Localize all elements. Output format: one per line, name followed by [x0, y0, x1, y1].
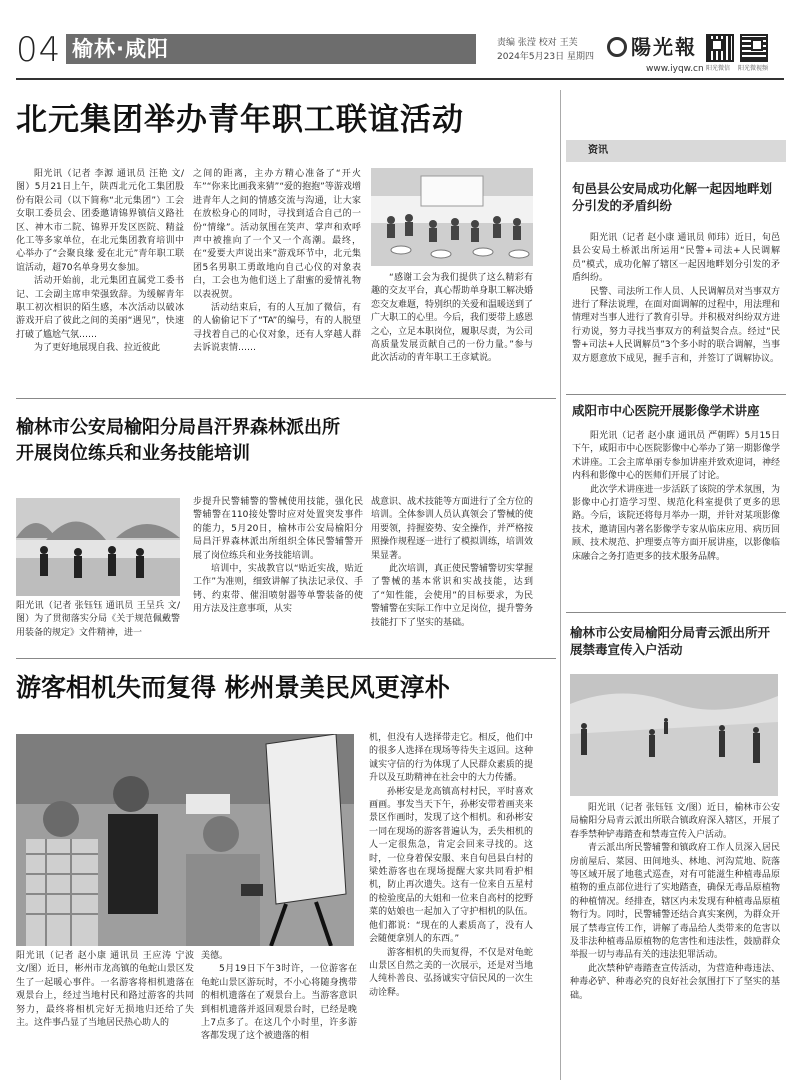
paragraph: 游客相机的失而复得，不仅是对龟蛇山景区自然之美的一次展示，还是对当地人纯朴善良、弘扬诚实守信民风的一次生动诠释。	[369, 947, 533, 998]
article-1-col-3	[371, 272, 533, 382]
paragraph: 此次培训，真正使民警辅警切实掌握了警械的基本常识和实战技能，达到了“知性能，会使用”的目标要求，为民警辅警在实际工作中立足岗位，提升警务技能打下了坚实的基础。	[371, 564, 533, 628]
sidebar-story-2-title: 咸阳市中心医院开展影像学术讲座	[572, 403, 760, 418]
article-2-caption: 阳光讯（记者 张钰钰 通讯员 王呈兵 文/图）为了贯彻落实分局《关于规范佩戴警用装备的规定》文件精神，进一	[16, 601, 180, 638]
article-1	[0, 90, 560, 390]
paragraph: 美德。	[201, 951, 229, 961]
sidebar-story-2-body	[572, 430, 780, 620]
sidebar-tag-bar	[566, 140, 786, 162]
paragraph: 之间的距离，主办方精心准备了“开火车”“你来比画我来猜”“爱的抱抱”等游戏增进青年人之间的情感交流与沟通，让大家在放松身心的同时，寻找到适合自己的一份“情缘”。活动氛围在笑声、掌声和欢呼声中被推向了一个又一个高潮。最终，在“爱要大声说出来”游戏环节中，北元集团5名男职工勇敢地向自己心仪的对象表白，工会也为他们送上了甜蜜的爱情礼物以表祝贺。	[193, 169, 361, 300]
section-divider	[16, 398, 556, 399]
article-2-headline-line-2: 开展岗位练兵和业务技能培训	[16, 443, 250, 464]
field-patrol-image	[570, 674, 778, 796]
website[interactable]: www.iyqw.cn	[646, 64, 704, 74]
article-3-caption: 阳光讯（记者 赵小康 通讯员 王应涛 宁波 文/图）近日，彬州市龙高镇的龟蛇山景区发生了一起暖心事件。一名游客将相机遗落在观景台上，经过当地村民和路过游客的共同努力，最终将相机完好无损地归还给了失主。这件事凸显了当地居民热心助人的	[16, 951, 194, 1029]
paragraph: 为了更好地展现自我、拉近彼此	[34, 343, 161, 354]
event-hall-image	[371, 168, 533, 266]
section-name: 榆林·咸阳	[72, 37, 169, 61]
paragraph: 5月19日下午3时许，一位游客在龟蛇山景区游玩时，不小心将随身携带的相机遗落在了观景台上。当游客意识到相机遗落并返回观景台时，已经是晚上7点多了。在这几个小时里，许多游客都发现了这个被遗落的相	[201, 964, 357, 1042]
sidebar	[566, 84, 786, 1080]
paragraph: 民警、司法所工作人员、人民调解员对当事双方进行了释法说理，在面对面调解的过程中，用法理和情理对当事人进行了教育引导。并积极对纠纷双方进行劝说，努力寻找当事双方的利益契合点。经过“民警+司法+人民调解员”3个多小时的联合调解，当事双方愿意放下成见，握手言和，并签订了调解协议。	[572, 286, 780, 364]
sidebar-story-1-title: 旬邑县公安局成功化解一起因地畔划分引发的矛盾纠纷	[572, 181, 773, 213]
section-divider	[566, 612, 786, 613]
article-3-headline: 游客相机失而复得 彬州景美民风更淳朴	[16, 673, 450, 702]
article-3	[0, 666, 560, 1086]
tourists-camera-image	[16, 734, 354, 946]
article-2	[0, 410, 560, 650]
paragraph: 活动开始前，北元集团直属党工委书记、工会副主席申荣强致辞。为缓解青年职工初次相识的陌生感，本次活动以破冰游戏开启了彼此之间的美丽“遇见”，快速打破了尴尬气氛……	[16, 276, 184, 340]
paragraph: 此次禁种铲毒踏查宣传活动，为营造种毒违法、种毒必铲、种毒必究的良好社会氛围打下了坚实的基础。	[570, 963, 780, 1001]
qr-code-icon	[740, 34, 768, 62]
training-image	[16, 498, 180, 596]
article-1-photo	[371, 168, 533, 266]
paragraph: 机，但没有人选择带走它。相反，他们中的很多人选择在现场等待失主返回。这种诚实守信的行为体现了人民群众素质的提升以及互助精神在社会中的大力传播。	[369, 733, 533, 784]
article-3-photo	[16, 734, 354, 946]
paragraph: 孙彬安是龙高镇高村村民，平时喜欢画画。事发当天下午，孙彬安带着画夹来景区作画时，发现了这个相机。和孙彬安一同在现场的游客普遍认为，丢失相机的人一定很焦急，肯定会回来寻找的。这时，一位身着保安服、来自旬邑县白村的梁姓游客也在现场提醒大家共同看护相机，防止再次遗失。这有一位来自五星村的检验度品的大姐和一位来自高村的挖野菜的姑娘也一起加入了守护相机的队伍。他们都说：“现在的人素质高了，没有人会随便拿别人的东西。”	[369, 786, 533, 945]
page-header	[0, 0, 800, 80]
paragraph: 培训中，实战教官以“贴近实战，贴近工作”为准则，细致讲解了执法记录仪、手铐、约束带、催泪喷射器等单警装备的使用方法及注意事项，从实	[193, 564, 363, 615]
article-1-col-1	[16, 168, 184, 388]
article-2-photo	[16, 498, 180, 596]
sidebar-tag: 资讯	[588, 145, 608, 156]
article-1-col-2	[193, 168, 361, 388]
sidebar-story-3-title: 榆林市公安局榆阳分局青云派出所开展禁毒宣传入户活动	[570, 625, 771, 657]
article-3-col-3	[369, 732, 533, 1082]
article-2-headline-line-1: 榆林市公安局榆阳分局昌汗界森林派出所	[16, 417, 340, 438]
sidebar-story-1-body	[572, 232, 780, 392]
header-rule	[16, 78, 784, 80]
qr1-caption: 阳光微信	[706, 65, 731, 72]
sidebar-rule	[560, 90, 561, 1080]
paragraph: “感谢工会为我们提供了这么精彩有趣的交友平台，真心帮助单身职工解决婚恋交友难题，特别织的关爱和温暖送到了广大职工的心里。今后，我们要带上感恩之心，立足本职岗位，履职尽责，为公司高质量发展贡献自己的一份力量。”参与此次活动的青年职工王彦斌说。	[371, 273, 533, 364]
qr2-caption: 阳光微视频	[738, 65, 769, 72]
paragraph: 战意识、战术技能等方面进行了全方位的培训。全体参训人员认真领会了警械的使用要领，持握姿势、安全操作，并严格按照操作规程逐一进行了模拟训练，培训效果显著。	[371, 497, 533, 561]
article-1-headline: 北元集团举办青年职工联谊活动	[16, 102, 464, 138]
brand-logo	[607, 34, 699, 62]
paragraph: 阳光讯（记者 赵小康 通讯员 严朝晖）5月15日下午，咸阳市中心医院影像中心举办了第一期影像学术讲座。工会主席单丽专参加讲座并致欢迎词，神经内科和影像中心的医师们开展了讨论。	[572, 431, 780, 482]
credit-line: 责编 张滢 校对 王芙	[497, 38, 578, 48]
paragraph: 步提升民警辅警的警械使用技能，强化民警辅警在110接处警时应对处置突发事件的能力，5月20日，榆林市公安局榆阳分局昌汗界森林派出所组织全体民警辅警开展了岗位练兵和业务技能培训。	[193, 497, 363, 561]
paragraph: 阳光讯（记者 李源 通讯员 汪艳 文/图）5月21日上午，陕西北元化工集团股份有限公司（以下简称“北元集团”）工会女职工委员会、团委邀请锦界镇信义路社区、神木市二院、锦界开发区医院、精益化工等多家单位，在北元集团教育培训中心举办了“会聚良缘 爱在北元”青年职工联谊活动，超70名单身男女参加。	[16, 169, 184, 273]
section-divider	[566, 394, 786, 395]
paragraph: 阳光讯（记者 张钰钰 文/图）近日，榆林市公安局榆阳分局青云派出所联合镇政府深入辖区，开展了春季禁种铲毒踏查和禁毒宣传入户活动。	[570, 803, 780, 840]
article-2-col-3	[371, 496, 533, 646]
brand-name: 陽光報	[631, 35, 697, 59]
paragraph: 此次学术讲座进一步活跃了该院的学术氛围，为影像中心打造学习型、规范化科室提供了更多的思路。今后，该院还将每月举办一期，并针对某项影像技术，邀请国内著名影像学专家从临床应用、病历回顾、技术规范、护理要点等方面开展讲座，以影像临床融合之务打造更多的技术服务品牌。	[572, 484, 780, 562]
qr-code-icon	[706, 34, 734, 62]
article-2-col-2	[193, 496, 363, 646]
paragraph: 青云派出所民警辅警和镇政府工作人员深入居民房前屋后、菜园、田间地头、林地、河沟荒地、院落等区域开展了地毯式巡查，对有可能滋生种植毒品原植物的重点部位进行了实地踏查，确保无毒品原植物的种植情况。经排查，辖区内未发现有种植毒品原植物行为。同时，民警辅警还结合真实案例，为群众开展了禁毒宣传工作，讲解了毒品给人类带来的危害以及非法种植毒品原植物的危害性和违法性，鼓励群众举报一切与毒品有关的违法犯罪活动。	[570, 843, 780, 961]
paragraph: 活动结束后，有的人互加了微信，有的人偷偷记下了“TA”的编号，有的人脱望寻找着自己的心仪对象，还有人穿越人群去诉说衷情……	[193, 303, 361, 354]
article-3-col-2	[201, 950, 357, 1084]
page-number: 04	[16, 30, 62, 70]
sun-logo-icon	[607, 37, 627, 57]
sidebar-story-3-photo	[570, 674, 778, 796]
paragraph: 阳光讯（记者 赵小康 通讯员 师玮）近日，旬邑县公安局土桥派出所运用“民警+司法+人民调解员”模式，成功化解了辖区一起因地畔划分引发的矛盾纠纷。	[572, 233, 780, 284]
section-banner	[66, 34, 476, 64]
date-line: 2024年5月23日 星期四	[497, 52, 594, 62]
sidebar-story-3-body	[570, 802, 780, 1080]
section-divider	[16, 658, 556, 659]
